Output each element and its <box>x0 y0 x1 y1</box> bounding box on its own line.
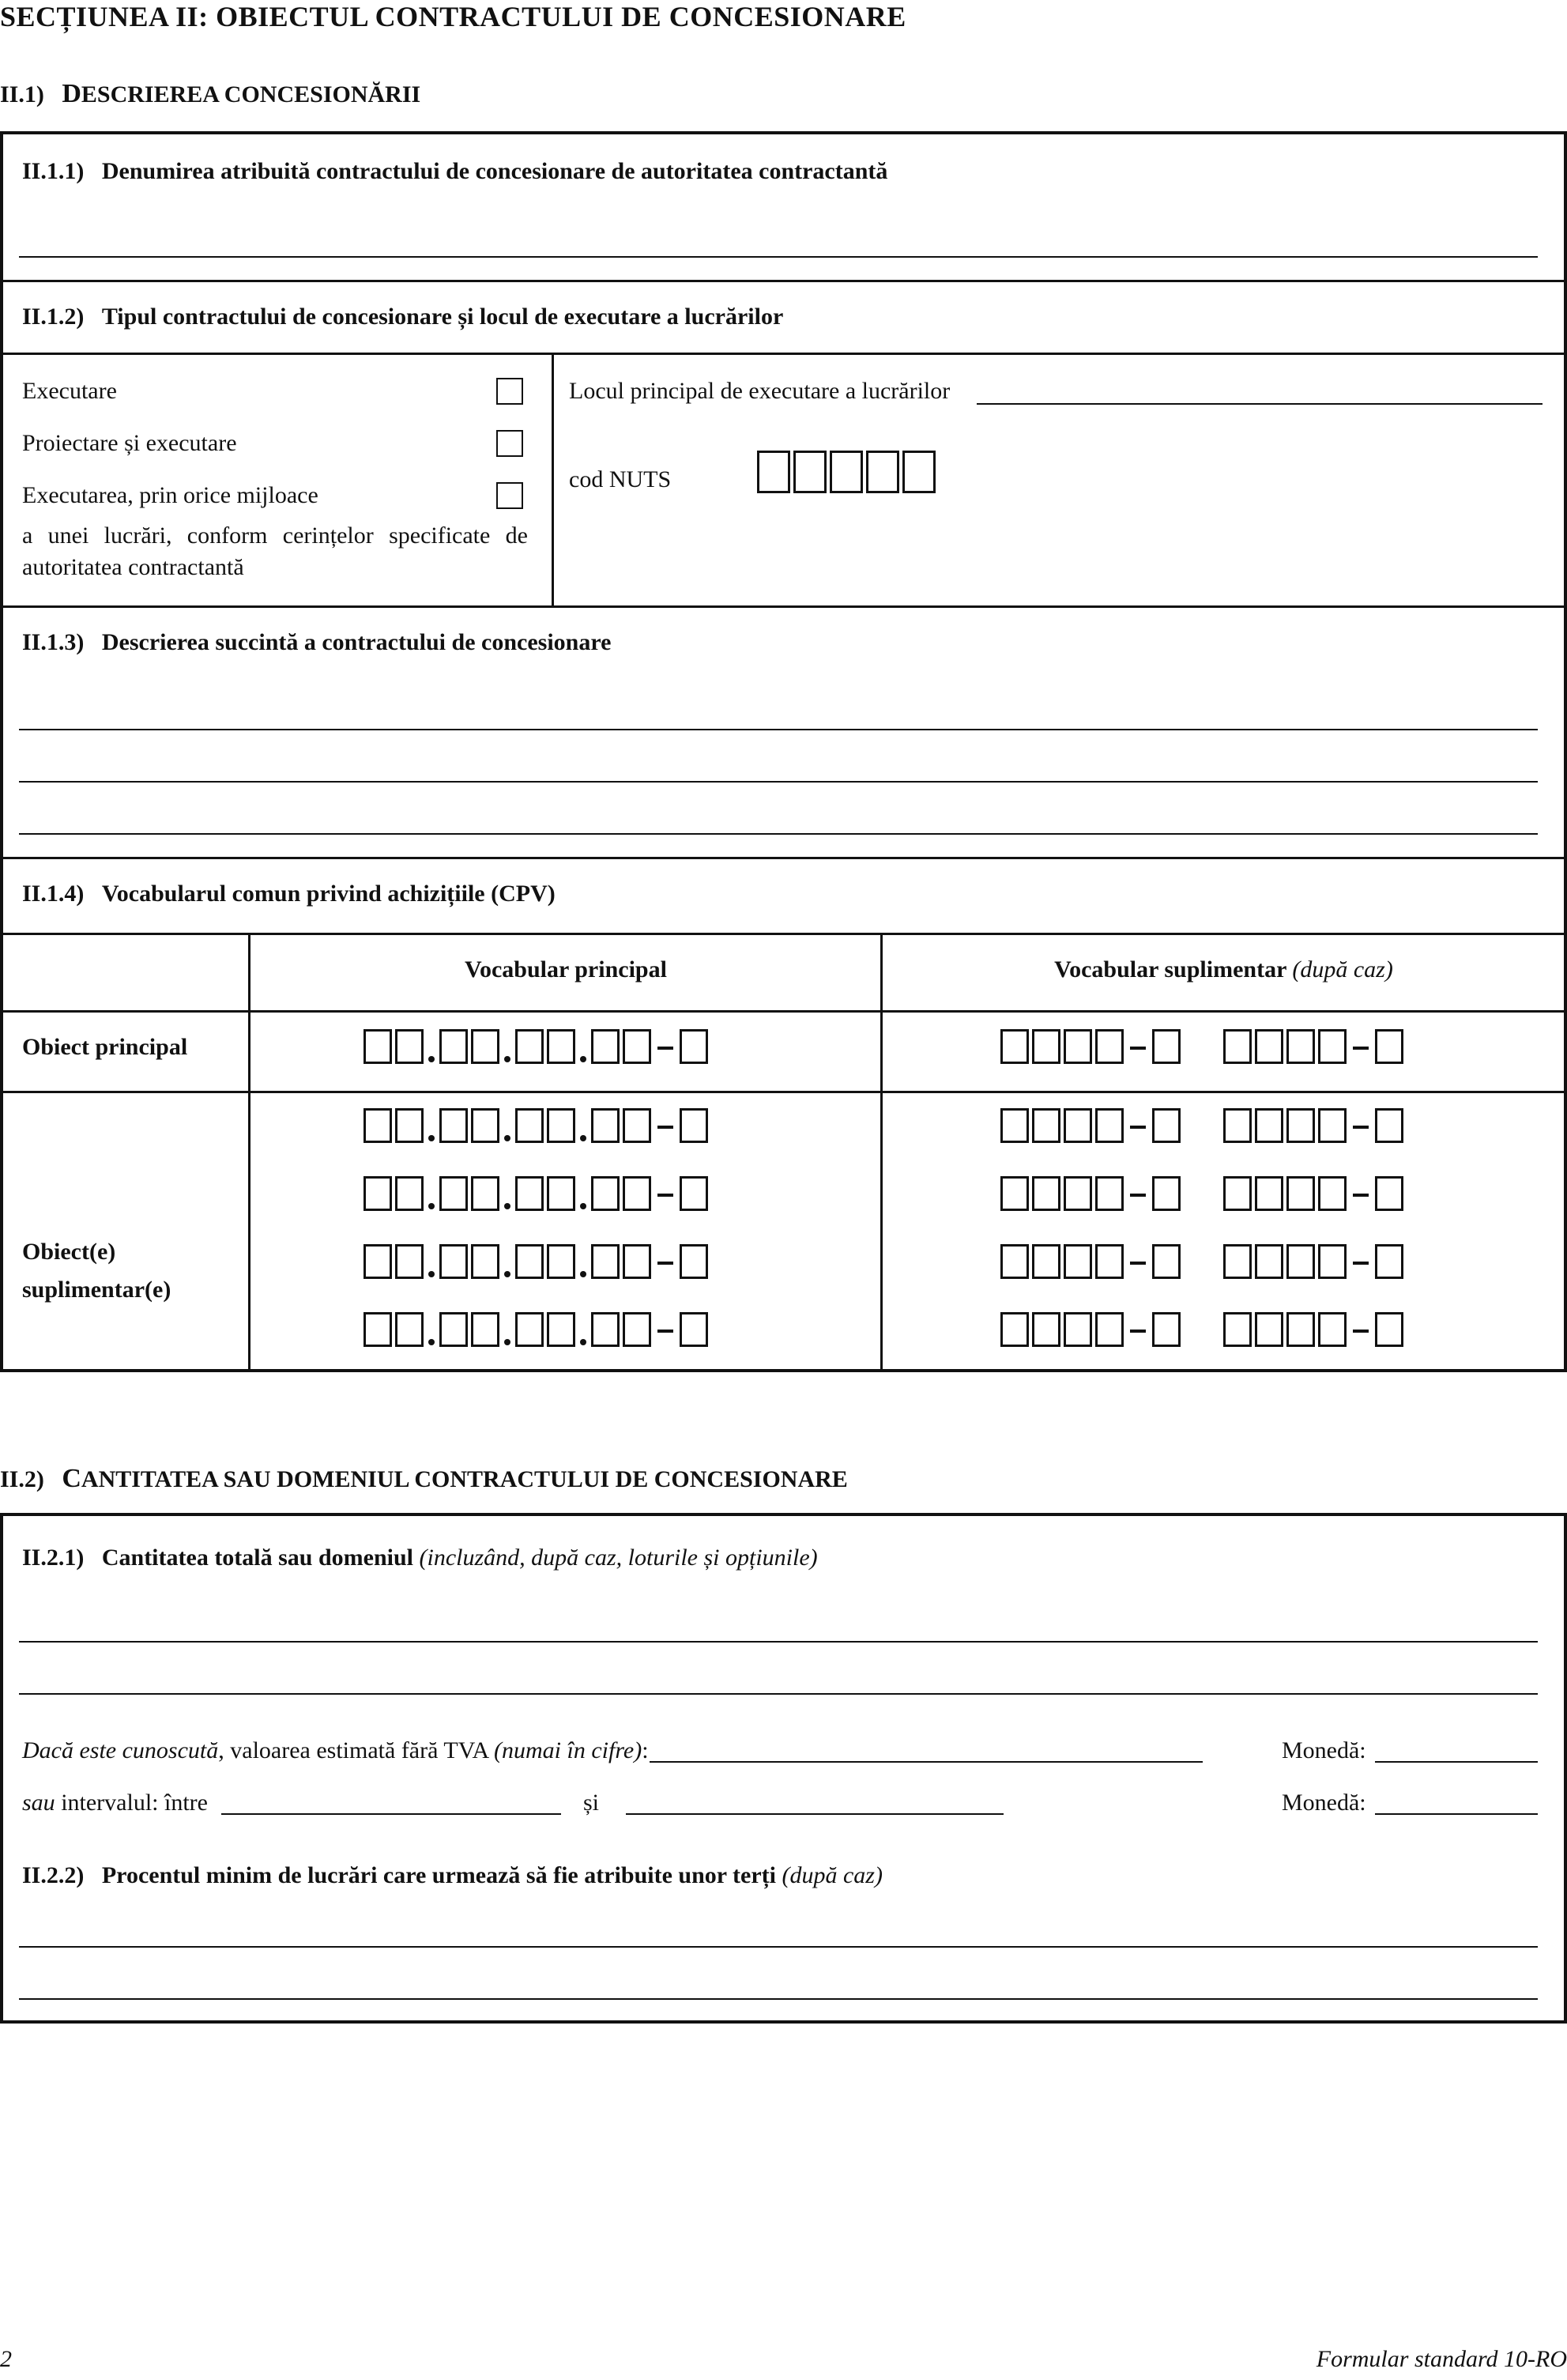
ii13-title: Descrierea succintă a contractului de concesionare <box>101 629 612 655</box>
code-box[interactable] <box>515 1312 544 1347</box>
ii1-title-rest: ESCRIEREA CONCESIONĂRII <box>81 81 421 107</box>
code-dash <box>657 1330 673 1333</box>
code-dash <box>657 1262 673 1265</box>
cpv-main-code[interactable] <box>363 1108 711 1143</box>
cpv-row-supp-label <box>22 1233 171 1309</box>
code-dot <box>580 1135 586 1141</box>
code-box[interactable] <box>1000 1312 1029 1347</box>
estimated-value-note: (numai în cifre) <box>494 1737 642 1763</box>
ii12-number: II.1.2) <box>22 304 85 330</box>
code-box[interactable] <box>363 1176 392 1211</box>
code-box[interactable] <box>591 1108 620 1143</box>
cpv-supp-code[interactable] <box>1000 1312 1407 1347</box>
code-box[interactable] <box>680 1244 708 1279</box>
code-box[interactable] <box>363 1029 392 1064</box>
cpv-main-code[interactable] <box>363 1176 711 1211</box>
code-box[interactable] <box>439 1176 468 1211</box>
divider <box>3 605 1564 608</box>
code-dot <box>504 1135 510 1141</box>
code-box[interactable] <box>1375 1176 1403 1211</box>
ii22-number: II.2.2) <box>22 1862 85 1888</box>
code-box[interactable] <box>1152 1176 1181 1211</box>
code-box[interactable] <box>1255 1312 1283 1347</box>
range-and: și <box>583 1790 600 1816</box>
range-label <box>22 1790 208 1816</box>
code-box[interactable] <box>623 1244 651 1279</box>
code-dot <box>428 1339 435 1345</box>
code-box[interactable] <box>1286 1244 1315 1279</box>
nuts-box[interactable] <box>757 451 790 493</box>
code-box[interactable] <box>471 1029 499 1064</box>
estimated-value-condition: Dacă este cunoscută <box>22 1737 219 1763</box>
code-box[interactable] <box>591 1176 620 1211</box>
ii2-title-first: C <box>62 1464 81 1493</box>
code-box[interactable] <box>1286 1312 1315 1347</box>
code-box[interactable] <box>471 1312 499 1347</box>
code-box[interactable] <box>591 1312 620 1347</box>
code-box[interactable] <box>547 1244 575 1279</box>
code-dot <box>504 1339 510 1345</box>
range-from-input-line[interactable] <box>221 1813 561 1815</box>
cpv-supp-code[interactable] <box>1000 1029 1407 1064</box>
option-orice-mijloace-checkbox[interactable] <box>496 482 523 509</box>
code-dash <box>1130 1126 1146 1129</box>
divider <box>3 1091 1564 1093</box>
cpv-col-divider <box>248 933 250 1372</box>
code-box[interactable] <box>363 1312 392 1347</box>
code-box[interactable] <box>547 1029 575 1064</box>
code-dash <box>1353 1330 1369 1333</box>
cpv-supp-code[interactable] <box>1000 1176 1407 1211</box>
code-box[interactable] <box>1064 1029 1092 1064</box>
code-box[interactable] <box>1064 1176 1092 1211</box>
code-box[interactable] <box>547 1176 575 1211</box>
range-or: sau <box>22 1790 55 1816</box>
code-dot <box>428 1056 435 1062</box>
cpv-row-supp-label-line1: Obiect(e) <box>22 1239 116 1265</box>
option-proiectare-checkbox[interactable] <box>496 430 523 457</box>
code-dash <box>657 1126 673 1129</box>
code-box[interactable] <box>1064 1312 1092 1347</box>
code-box[interactable] <box>1318 1029 1347 1064</box>
currency-label: Monedă: <box>1282 1790 1366 1816</box>
ii14-heading <box>22 881 556 907</box>
nuts-box[interactable] <box>830 451 863 493</box>
ii14-number: II.1.4) <box>22 881 85 907</box>
code-box[interactable] <box>439 1029 468 1064</box>
code-box[interactable] <box>515 1108 544 1143</box>
currency-input-line[interactable] <box>1375 1761 1538 1763</box>
code-box[interactable] <box>1286 1176 1315 1211</box>
code-box[interactable] <box>1152 1108 1181 1143</box>
code-dash <box>1130 1047 1146 1050</box>
nuts-code-boxes[interactable] <box>757 451 936 493</box>
ii21-number: II.2.1) <box>22 1545 85 1571</box>
code-box[interactable] <box>1032 1244 1060 1279</box>
ii22-heading <box>22 1862 883 1889</box>
code-dash <box>657 1194 673 1197</box>
code-box[interactable] <box>680 1108 708 1143</box>
code-box[interactable] <box>1152 1029 1181 1064</box>
code-box[interactable] <box>515 1176 544 1211</box>
code-box[interactable] <box>547 1312 575 1347</box>
range-text: intervalul: între <box>61 1790 208 1816</box>
code-box[interactable] <box>1032 1029 1060 1064</box>
code-dot <box>580 1271 586 1277</box>
nuts-box[interactable] <box>866 451 899 493</box>
nuts-box[interactable] <box>902 451 936 493</box>
code-box[interactable] <box>1375 1108 1403 1143</box>
code-box[interactable] <box>1223 1244 1252 1279</box>
ii13-heading <box>22 629 611 656</box>
ii21-note: (incluzând, după caz, loturile și opțiunile) <box>419 1545 818 1571</box>
code-box[interactable] <box>1255 1244 1283 1279</box>
ii11-title: Denumirea atribuită contractului de concesionare de autoritatea contractantă <box>101 158 888 184</box>
code-dot <box>504 1203 510 1209</box>
estimated-value-text: , valoarea estimată fără TVA <box>218 1737 488 1763</box>
section-title: SECȚIUNEA II: OBIECTUL CONTRACTULUI DE CONCESIONARE <box>0 1 906 32</box>
cpv-main-code[interactable] <box>363 1244 711 1279</box>
code-box[interactable] <box>1000 1244 1029 1279</box>
ii21-answer-line[interactable] <box>19 1641 1538 1643</box>
ii22-answer-line[interactable] <box>19 1998 1538 2000</box>
cpv-supp-code[interactable] <box>1000 1244 1407 1279</box>
code-dash <box>1130 1330 1146 1333</box>
ii2-title-rest: ANTITATEA SAU DOMENIUL CONTRACTULUI DE CONCESIONARE <box>81 1466 848 1492</box>
option-executare-label: Executare <box>22 378 117 404</box>
code-box[interactable] <box>439 1244 468 1279</box>
ii14-title: Vocabularul comun privind achizițiile (CPV) <box>101 881 556 907</box>
code-box[interactable] <box>363 1108 392 1143</box>
ii1-title-first: D <box>62 79 81 108</box>
cpv-supp-code[interactable] <box>1000 1108 1407 1143</box>
code-box[interactable] <box>1255 1029 1283 1064</box>
ii11-answer-line[interactable] <box>19 256 1538 258</box>
code-box[interactable] <box>1286 1029 1315 1064</box>
code-box[interactable] <box>1000 1108 1029 1143</box>
code-box[interactable] <box>1223 1029 1252 1064</box>
code-box[interactable] <box>1318 1312 1347 1347</box>
code-box[interactable] <box>395 1244 424 1279</box>
ii12-title: Tipul contractului de concesionare și locul de executare a lucrărilor <box>101 304 784 330</box>
code-box[interactable] <box>1000 1029 1029 1064</box>
ii1-frame <box>0 131 1567 1372</box>
code-box[interactable] <box>1032 1176 1060 1211</box>
code-box[interactable] <box>1032 1108 1060 1143</box>
code-dash <box>657 1047 673 1050</box>
code-dot <box>504 1271 510 1277</box>
code-box[interactable] <box>547 1108 575 1143</box>
code-box[interactable] <box>471 1176 499 1211</box>
code-box[interactable] <box>623 1029 651 1064</box>
ii13-answer-line[interactable] <box>19 833 1538 835</box>
ii2-number: II.2) <box>0 1466 44 1492</box>
ii2-heading <box>0 1464 848 1494</box>
code-box[interactable] <box>1255 1108 1283 1143</box>
estimated-value-colon: : <box>642 1737 649 1763</box>
code-box[interactable] <box>395 1108 424 1143</box>
code-dot <box>580 1056 586 1062</box>
code-box[interactable] <box>395 1312 424 1347</box>
ii21-heading <box>22 1545 818 1571</box>
code-box[interactable] <box>515 1029 544 1064</box>
code-box[interactable] <box>623 1108 651 1143</box>
code-box[interactable] <box>623 1312 651 1347</box>
divider <box>3 933 1564 935</box>
location-input-line[interactable] <box>977 403 1543 405</box>
cpv-col-supp-header <box>883 956 1564 983</box>
ii22-answer-line[interactable] <box>19 1946 1538 1948</box>
ii13-number: II.1.3) <box>22 629 85 655</box>
cpv-main-code[interactable] <box>363 1029 711 1064</box>
code-box[interactable] <box>395 1176 424 1211</box>
code-box[interactable] <box>1318 1108 1347 1143</box>
code-box[interactable] <box>1375 1312 1403 1347</box>
ii13-answer-line[interactable] <box>19 729 1538 730</box>
location-label: Locul principal de executare a lucrărilor <box>569 378 951 404</box>
footer-form-name: Formular standard 10-RO <box>1316 2346 1567 2372</box>
code-box[interactable] <box>1318 1176 1347 1211</box>
ii13-answer-line[interactable] <box>19 781 1538 783</box>
code-box[interactable] <box>1032 1312 1060 1347</box>
code-box[interactable] <box>1095 1312 1124 1347</box>
code-box[interactable] <box>1223 1312 1252 1347</box>
code-box[interactable] <box>1095 1244 1124 1279</box>
ii22-note: (după caz) <box>782 1862 883 1888</box>
code-dash <box>1130 1262 1146 1265</box>
code-box[interactable] <box>623 1176 651 1211</box>
nuts-box[interactable] <box>793 451 827 493</box>
ii21-answer-line[interactable] <box>19 1693 1538 1695</box>
code-box[interactable] <box>1223 1176 1252 1211</box>
code-dash <box>1130 1194 1146 1197</box>
code-box[interactable] <box>1095 1108 1124 1143</box>
code-box[interactable] <box>680 1312 708 1347</box>
estimated-value-input-line[interactable] <box>650 1761 1203 1763</box>
code-dash <box>1353 1194 1369 1197</box>
option-executare-checkbox[interactable] <box>496 378 523 405</box>
currency-input-line[interactable] <box>1375 1813 1538 1815</box>
code-box[interactable] <box>591 1244 620 1279</box>
ii1-number: II.1) <box>0 81 44 107</box>
divider <box>3 1010 1564 1013</box>
code-box[interactable] <box>515 1244 544 1279</box>
code-box[interactable] <box>1095 1176 1124 1211</box>
code-box[interactable] <box>1375 1244 1403 1279</box>
ii1-heading <box>0 79 420 109</box>
cpv-main-code[interactable] <box>363 1312 711 1347</box>
code-box[interactable] <box>1064 1108 1092 1143</box>
code-box[interactable] <box>1064 1244 1092 1279</box>
code-box[interactable] <box>1255 1176 1283 1211</box>
code-box[interactable] <box>439 1312 468 1347</box>
currency-label: Monedă: <box>1282 1737 1366 1763</box>
code-box[interactable] <box>680 1176 708 1211</box>
code-dot <box>580 1203 586 1209</box>
cpv-row-main-label: Obiect principal <box>22 1034 188 1060</box>
ii11-heading <box>22 158 887 185</box>
code-box[interactable] <box>471 1108 499 1143</box>
ii11-number: II.1.1) <box>22 158 85 184</box>
code-box[interactable] <box>1375 1029 1403 1064</box>
ii2-frame <box>0 1513 1567 2024</box>
code-dot <box>428 1135 435 1141</box>
cpv-col-main-header: Vocabular principal <box>465 956 667 983</box>
code-box[interactable] <box>1318 1244 1347 1279</box>
code-box[interactable] <box>363 1244 392 1279</box>
option-orice-mijloace-label: Executarea, prin orice mijloace <box>22 482 318 508</box>
footer-page-number: 2 <box>0 2346 12 2372</box>
cpv-col-divider <box>880 933 883 1372</box>
ii22-title: Procentul minim de lucrări care urmează să fie atribuite unor terți <box>101 1862 776 1888</box>
code-dot <box>580 1339 586 1345</box>
nuts-label: cod NUTS <box>569 466 672 492</box>
code-dot <box>504 1056 510 1062</box>
code-box[interactable] <box>591 1029 620 1064</box>
code-dash <box>1353 1262 1369 1265</box>
code-box[interactable] <box>1223 1108 1252 1143</box>
code-dot <box>428 1203 435 1209</box>
divider <box>3 857 1564 859</box>
divider <box>3 353 1564 355</box>
code-box[interactable] <box>1286 1108 1315 1143</box>
code-box[interactable] <box>1095 1029 1124 1064</box>
ii21-title: Cantitatea totală sau domeniul <box>101 1545 414 1571</box>
code-box[interactable] <box>1152 1244 1181 1279</box>
cpv-col-supp-note: (după caz) <box>1292 956 1393 983</box>
estimated-value-label <box>22 1737 649 1764</box>
code-box[interactable] <box>439 1108 468 1143</box>
range-to-input-line[interactable] <box>626 1813 1004 1815</box>
divider <box>3 280 1564 282</box>
code-dash <box>1353 1126 1369 1129</box>
code-box[interactable] <box>1152 1312 1181 1347</box>
code-box[interactable] <box>1000 1176 1029 1211</box>
divider-vertical <box>552 353 554 605</box>
code-dot <box>428 1271 435 1277</box>
code-box[interactable] <box>471 1244 499 1279</box>
option-proiectare-label: Proiectare și executare <box>22 430 237 456</box>
code-dash <box>1353 1047 1369 1050</box>
code-box[interactable] <box>395 1029 424 1064</box>
code-box[interactable] <box>680 1029 708 1064</box>
cpv-row-supp-label-line2: suplimentar(e) <box>22 1277 171 1303</box>
cpv-col-supp-title: Vocabular suplimentar <box>1054 956 1286 983</box>
option-orice-mijloace-description: a unei lucrări, conform cerințelor specificate de autoritatea contractantă <box>22 522 528 580</box>
ii12-heading <box>22 304 783 330</box>
